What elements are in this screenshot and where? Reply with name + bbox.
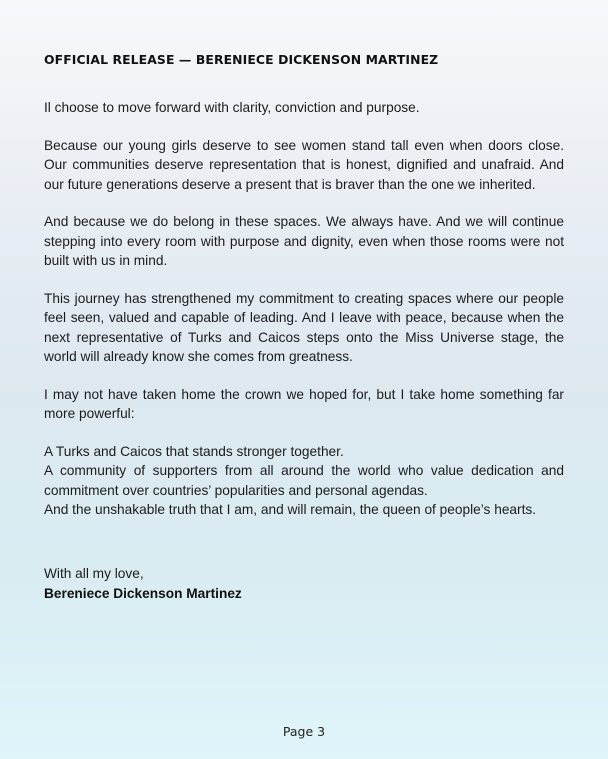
signature-name: Bereniece Dickenson Martinez <box>44 585 242 601</box>
page-number: Page 3 <box>282 724 326 739</box>
paragraph-belong: And because we do belong in these spaces. We always have. And we will continue stepping into every room with purpose and dignity, even when those rooms were not built with us in mind. <box>44 214 564 268</box>
list-line-truth: And the unshakable truth that I am, and will remain, the queen of people’s hearts. <box>44 502 537 517</box>
release-title: OFFICIAL RELEASE — BERENIECE DICKENSON MARTINEZ <box>44 52 439 67</box>
paragraph-journey: This journey has strengthened my commitment to creating spaces where our people feel seen, valued and capable of leading. And I leave with peace, because when the next representative of Turks and Caicos steps onto the Miss Universe stage, the world will already know she comes from greatness. <box>44 290 564 364</box>
paragraph-crown: I may not have taken home the crown we hoped for, but I take home something far more powerful: <box>44 386 564 421</box>
closing-line: With all my love, <box>44 566 144 581</box>
list-line-community: A community of supporters from all around the world who value dedication and commitment over countries’ popularities and personal agendas. <box>44 463 564 498</box>
closing-block <box>44 564 564 603</box>
paragraph-intro: Il choose to move forward with clarity, conviction and purpose. <box>44 100 420 115</box>
paragraph-because: Because our young girls deserve to see women stand tall even when doors close. Our communities deserve representation that is honest, dignified and unafraid. And our future generations deserve a present that is braver than the one we inherited. <box>44 137 564 192</box>
list-line-stronger: A Turks and Caicos that stands stronger together. <box>44 443 344 459</box>
release-body <box>44 98 564 520</box>
